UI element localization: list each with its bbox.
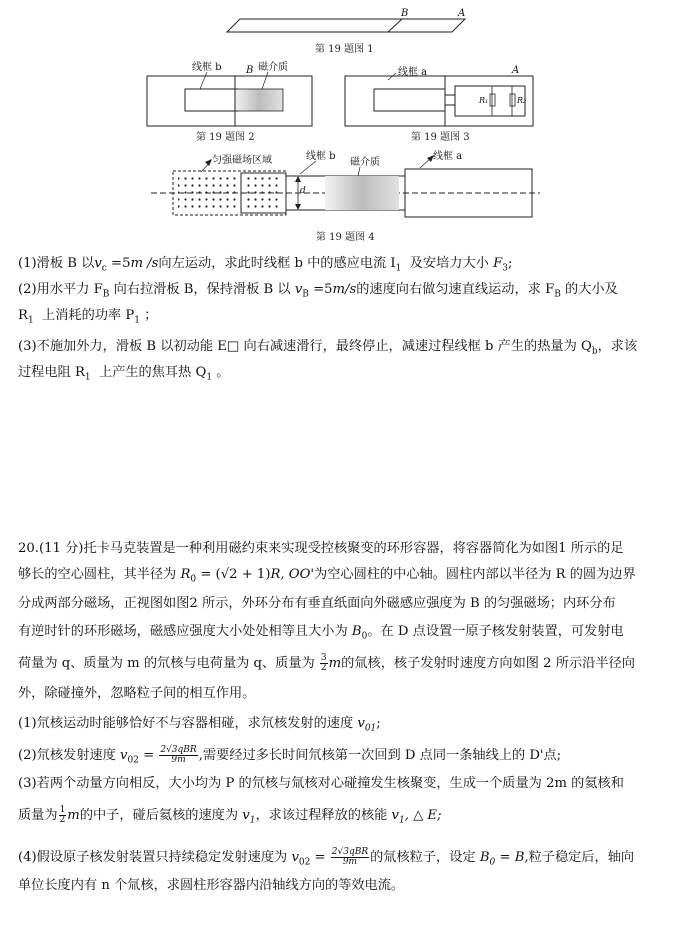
figure-2: [147, 60, 312, 143]
q20-line3: 分成两部分磁场，正视图如图2 所示，外环分布有垂直纸面向外磁感应强度为 B 的匀强磁场；内环分布: [18, 596, 616, 611]
fig1-caption: 第 19 题图 1: [315, 44, 374, 55]
fig2-caption: 第 19 题图 2: [196, 132, 255, 143]
fraction-v02: $\frac{\text{2√3qBR}}{9m}$: [160, 745, 197, 765]
q19-part3-line1: (3)不施加外力，滑板 B 以初动能 E□ 向右减速滑行，最终停止，减速过程线框 b 产生的热量为 $Q_b$，求该: [18, 339, 638, 357]
fraction-3-2: $\frac{3}{2}$: [320, 653, 327, 673]
q20-line2: 够长的空心圆柱，其半径为 $R_0 = (√2 + 1)R$, OO'为空心圆柱的中心轴。圆柱内部以半径为 R 的圆为边界: [18, 567, 636, 585]
resistor-r2: [510, 94, 515, 106]
fig3-label-a: A: [512, 65, 520, 76]
q20-line11: (4)假设原子核发射装置只持续稳定发射速度为 $v_{02}$ = $\frac{\text{2√3qBR}}{9m}$ 的氚核粒子，设定 $B_0 = B$,粒子稳定后，轴向: [18, 847, 635, 868]
medium-rect: [325, 176, 399, 210]
figures-area: [0, 0, 692, 245]
q19-part3-line2: 过程电阻 $R_1$ 上产生的焦耳热 $Q_1$ 。: [18, 365, 230, 383]
q20-line1: 20.(11 分)托卡马克装置是一种利用磁约束来实现受控核聚变的环形容器，将容器简化为如图1 所示的足: [18, 541, 624, 556]
fig4-medium-label: 磁介质: [350, 157, 380, 168]
q20-line5: 荷量为 q、质量为 m 的氘核与电荷量为 q、质量为 $\frac{3}{2}$ m的氚核，核子发射时速度方向如图 2 所示沿半径向: [18, 653, 635, 673]
slide-board-shape: [227, 19, 465, 32]
q19-part1: (1)滑板 B 以$v_c =5m$ /s向左运动，求此时线框 b 中的感应电流 $I_1$ 及安培力大小 $F_3$;: [18, 256, 513, 274]
fig2-label-b: B: [246, 65, 254, 76]
fig4-d-label: d: [300, 186, 306, 196]
q20-line12: 单位长度内有 n 个氚核，求圆柱形容器内沿轴线方向的等效电流。: [18, 878, 405, 893]
fig4-caption: 第 19 题图 4: [316, 232, 375, 243]
q20-line9: (3)若两个动量方向相反，大小均为 P 的氘核与氚核对心碰撞发生核聚变，生成一个质量为 2m 的氦核和: [18, 776, 624, 791]
frame-b: [185, 89, 238, 111]
fig3-r1: R₁: [479, 96, 489, 105]
resistor-r1: [490, 94, 495, 106]
fig2-medium-label: 磁介质: [258, 62, 288, 73]
q20-line6: 外，除碰撞外，忽略粒子间的相互作用。: [18, 686, 256, 701]
fig4-frame-a-label: 线框 a: [433, 151, 463, 162]
figure-3: [345, 65, 533, 143]
fig3-frame-label: 线框 a: [398, 67, 428, 78]
fig1-label-b: B: [401, 8, 409, 19]
fraction-v02-b: $\frac{\text{2√3qBR}}{9m}$: [331, 847, 369, 867]
q20-line7: (1)氘核运动时能够恰好不与容器相碰，求氘核发射的速度 $v_{01}$;: [18, 716, 381, 734]
fig4-frame-b-label: 线框 b: [306, 151, 336, 162]
fig3-caption: 第 19 题图 3: [411, 132, 470, 143]
q20-line10: 质量为 $\frac{1}{2}$ m的中子，碰后氦核的速度为 $v_1$，求该过程释放的核能 $v_1$, △ E;: [18, 805, 442, 826]
frame-a: [374, 89, 445, 111]
fraction-1-2: $\frac{1}{2}$: [59, 805, 66, 825]
q20-line8: (2)氘核发射速度 $v_{02}$ = $\frac{\text{2√3qBR}}{9m}$ ,需要经过多长时间氘核第一次回到 D 点同一条轴线上的 D'点;: [18, 745, 562, 766]
fig2-frame-label: 线框 b: [192, 62, 222, 73]
q20-line4: 有逆时针的环形磁场，磁感应强度大小处处相等且大小为 $B_0$。在 D 点设置一原子核发射装置，可发射电: [18, 624, 624, 642]
magnetic-medium: [235, 89, 283, 111]
q19-part2-line1: (2)用水平力 $F_B$ 向右拉滑板 B，保持滑板 B 以 $v_B =5m/s$的速度向右做匀速直线运动，求 $F_B$ 的大小及: [18, 282, 618, 300]
figure-4: [151, 149, 540, 243]
fig1-label-a: A: [458, 8, 466, 19]
fig4-field-label: 匀强磁场区域: [212, 155, 272, 166]
figure-1: [227, 8, 465, 55]
q19-part2-line2: $R_1$ 上消耗的功率 $P_1$ ；: [18, 308, 158, 326]
fig3-r2: R₂: [517, 96, 527, 105]
